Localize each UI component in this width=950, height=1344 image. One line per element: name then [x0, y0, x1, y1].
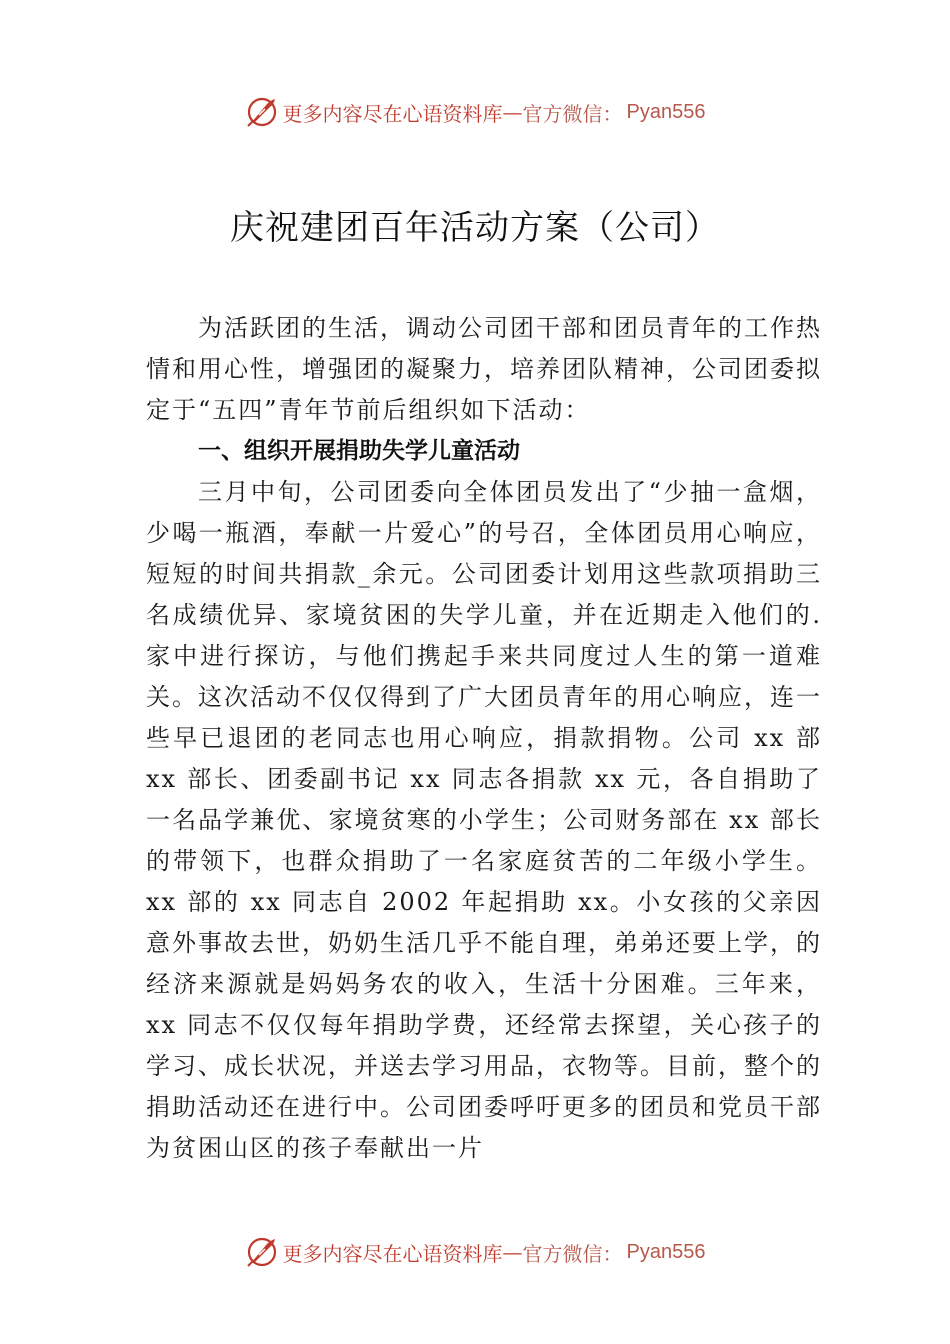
document-title: 庆祝建团百年活动方案（公司） — [230, 208, 720, 248]
banner-wechat-label: 官方微信： — [522, 101, 623, 126]
footer-banner — [0, 1232, 950, 1272]
banner-wechat-id: Pyan556 — [626, 100, 706, 123]
banner-text: 更多内容尽在心语资料库 — [282, 1241, 503, 1266]
intro-paragraph: 为活跃团的生活，调动公司团干部和团员青年的工作热情和用心性，增强团的凝聚力，培养团队精神，公司团委拟定于“五四”青年节前后组织如下活动： — [146, 314, 822, 424]
document-body — [146, 308, 822, 1169]
banner-separator: — — [502, 100, 523, 124]
banner-wechat-id: Pyan556 — [626, 1240, 706, 1263]
banner-separator: — — [502, 1240, 523, 1264]
banner-wechat-label: 官方微信： — [522, 1241, 623, 1266]
quill-logo-icon — [245, 95, 279, 129]
quill-logo-icon — [245, 1235, 279, 1269]
section-heading: 一、组织开展捐助失学儿童活动 — [198, 438, 520, 464]
header-banner — [0, 92, 950, 132]
section-paragraph: 三月中旬，公司团委向全体团员发出了“少抽一盒烟，少喝一瓶酒，奉献一片爱心”的号召，全体团员用心响应，短短的时间共捐款_余元。公司团委计划用这些款项捐助三名成绩优异、家境贫困的失学儿童，并在近期走入他们的.家中进行探访，与他们携起手来共同度过人生的第一道难关。这次活动不仅仅得到了广大团员青年的用心响应，连一些早已退团的老同志也用心响应，捐款捐物。公司 xx 部 xx 部长、团委副书记 xx 同志各捐款 xx 元，各自捐助了一名品学兼优、家境贫寒的小学生；公司财务部在 xx 部长的带领下，也群众捐助了一名家庭贫苦的二年级小学生。xx 部的 xx 同志自 2002 年起捐助 xx。小女孩的父亲因意外事故去世，奶奶生活几乎不能自理，弟弟还要上学，的经济来源就是妈妈务农的收入，生活十分困难。三年来，xx 同志不仅仅每年捐助学费，还经常去探望，关心孩子的学习、成长状况，并送去学习用品，衣物等。目前，整个的捐助活动还在进行中。公司团委呼吁更多的团员和党员干部为贫困山区的孩子奉献出一片 — [146, 478, 822, 1162]
banner-text: 更多内容尽在心语资料库 — [282, 101, 503, 126]
